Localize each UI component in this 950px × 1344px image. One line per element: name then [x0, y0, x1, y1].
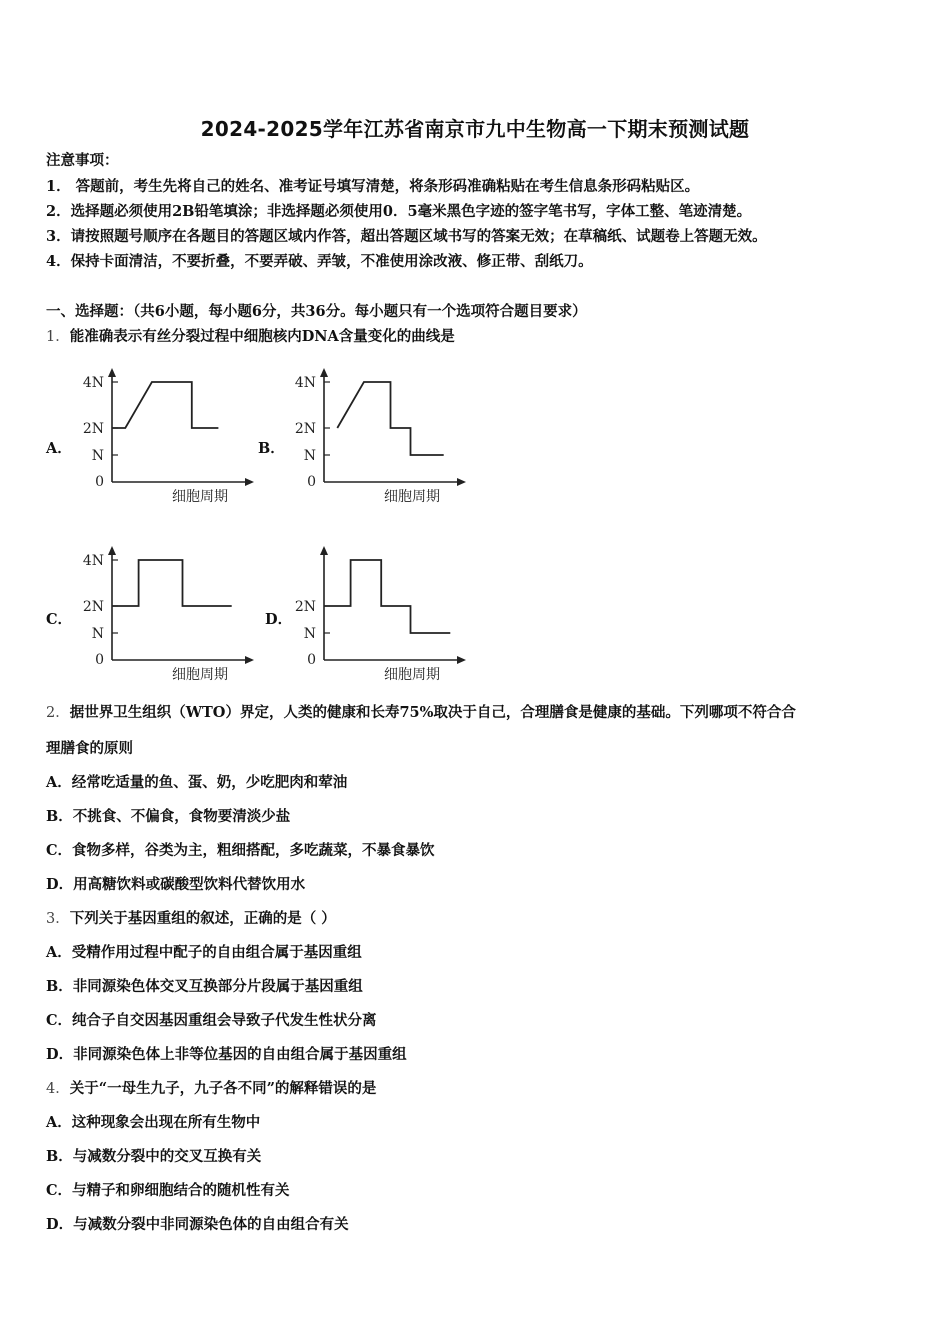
page-title: 2024-2025学年江苏省南京市九中生物高一下期末预测试题: [200, 117, 750, 141]
q2-option-d: D．用高糖饮料或碳酸型饮料代替饮用水: [46, 876, 306, 893]
y-axis-arrow: [320, 546, 328, 555]
option-label-d: D．: [265, 611, 293, 628]
question-number: 1．: [46, 329, 70, 345]
y-tick-label: 0: [95, 474, 104, 490]
question-text: 据世界卫生组织（WTO）界定，人类的健康和长寿75%取决于自己，合理膳食是健康的基础。下列哪项不符合合: [69, 704, 796, 721]
q4-option-b: B．与减数分裂中的交叉互换有关: [46, 1148, 262, 1165]
question-number: 2．: [46, 705, 70, 721]
question-2-line-1: [46, 703, 796, 723]
y-tick-label: 0: [307, 652, 316, 668]
series-line: [112, 560, 232, 606]
q3-option-d: D．非同源染色体上非等位基因的自由组合属于基因重组: [46, 1046, 407, 1063]
q3-option-a: A．受精作用过程中配子的自由组合属于基因重组: [46, 944, 362, 961]
x-axis-arrow: [245, 478, 254, 486]
y-tick-label: N: [91, 626, 104, 642]
question-text: 能准确表示有丝分裂过程中细胞核内DNA含量变化的曲线是: [69, 328, 455, 345]
series-line: [112, 382, 218, 428]
notice-item-1: 1． 答题前，考生先将自己的姓名、准考证号填写清楚，将条形码准确粘贴在考生信息条形码粘贴区。: [46, 178, 700, 195]
option-label-c: C．: [46, 611, 73, 628]
y-tick-label: 4N: [82, 375, 104, 391]
y-tick-label: 0: [307, 474, 316, 490]
y-tick-label: 4N: [82, 553, 104, 569]
question-2-line-2: 理膳食的原则: [46, 740, 133, 757]
x-axis-label: 细胞周期: [172, 667, 228, 683]
chart-b: [284, 360, 474, 510]
x-axis-arrow: [457, 656, 466, 664]
y-tick-label: 0: [95, 652, 104, 668]
y-tick-label: N: [303, 626, 316, 642]
question-1: [46, 327, 455, 347]
y-axis-arrow: [108, 368, 116, 377]
question-number: 4．: [46, 1081, 70, 1097]
q2-option-b: B．不挑食、不偏食，食物要清淡少盐: [46, 808, 291, 825]
chart-d: [284, 538, 474, 688]
question-number: 3．: [46, 911, 70, 927]
y-tick-label: 2N: [294, 421, 316, 437]
notice-item-2: 2．选择题必须使用2B铅笔填涂；非选择题必须使用0．5毫米黑色字迹的签字笔书写，字体工整、笔迹清楚。: [46, 203, 752, 220]
x-axis-label: 细胞周期: [172, 489, 228, 505]
series-line: [337, 382, 443, 455]
q4-option-d: D．与减数分裂中非同源染色体的自由组合有关: [46, 1216, 349, 1233]
q3-option-b: B．非同源染色体交叉互换部分片段属于基因重组: [46, 978, 363, 995]
y-tick-label: N: [91, 448, 104, 464]
question-3: [46, 909, 336, 929]
chart-a: [72, 360, 262, 510]
chart-c: [72, 538, 262, 688]
question-4: [46, 1079, 376, 1099]
y-tick-label: 4N: [294, 375, 316, 391]
x-axis-arrow: [245, 656, 254, 664]
q2-option-a: A．经常吃适量的鱼、蛋、奶，少吃肥肉和荤油: [46, 774, 348, 791]
x-axis-label: 细胞周期: [384, 489, 440, 505]
question-text: 关于“一母生九子，九子各不同”的解释错误的是: [69, 1080, 377, 1097]
option-label-b: B．: [258, 440, 285, 457]
y-tick-label: 2N: [82, 599, 104, 615]
notice-heading: 注意事项：: [46, 152, 119, 169]
question-text: 下列关于基因重组的叙述，正确的是（ ）: [69, 910, 336, 927]
x-axis-arrow: [457, 478, 466, 486]
x-axis-label: 细胞周期: [384, 667, 440, 683]
y-axis-arrow: [108, 546, 116, 555]
y-axis-arrow: [320, 368, 328, 377]
y-tick-label: N: [303, 448, 316, 464]
y-tick-label: 2N: [82, 421, 104, 437]
section-heading: 一、选择题：（共6小题，每小题6分，共36分。每小题只有一个选项符合题目要求）: [46, 303, 587, 320]
q3-option-c: C．纯合子自交因基因重组会导致子代发生性状分离: [46, 1012, 377, 1029]
y-tick-label: 2N: [294, 599, 316, 615]
series-line: [324, 560, 450, 633]
q2-option-c: C．食物多样，谷类为主，粗细搭配，多吃蔬菜，不暴食暴饮: [46, 842, 435, 859]
option-label-a: A．: [46, 440, 72, 457]
q4-option-c: C．与精子和卵细胞结合的随机性有关: [46, 1182, 290, 1199]
notice-item-3: 3．请按照题号顺序在各题目的答题区域内作答，超出答题区域书写的答案无效；在草稿纸、试题卷上答题无效。: [46, 228, 767, 245]
q4-option-a: A．这种现象会出现在所有生物中: [46, 1114, 261, 1131]
notice-item-4: 4．保持卡面清洁，不要折叠，不要弄破、弄皱，不准使用涂改液、修正带、刮纸刀。: [46, 253, 593, 270]
